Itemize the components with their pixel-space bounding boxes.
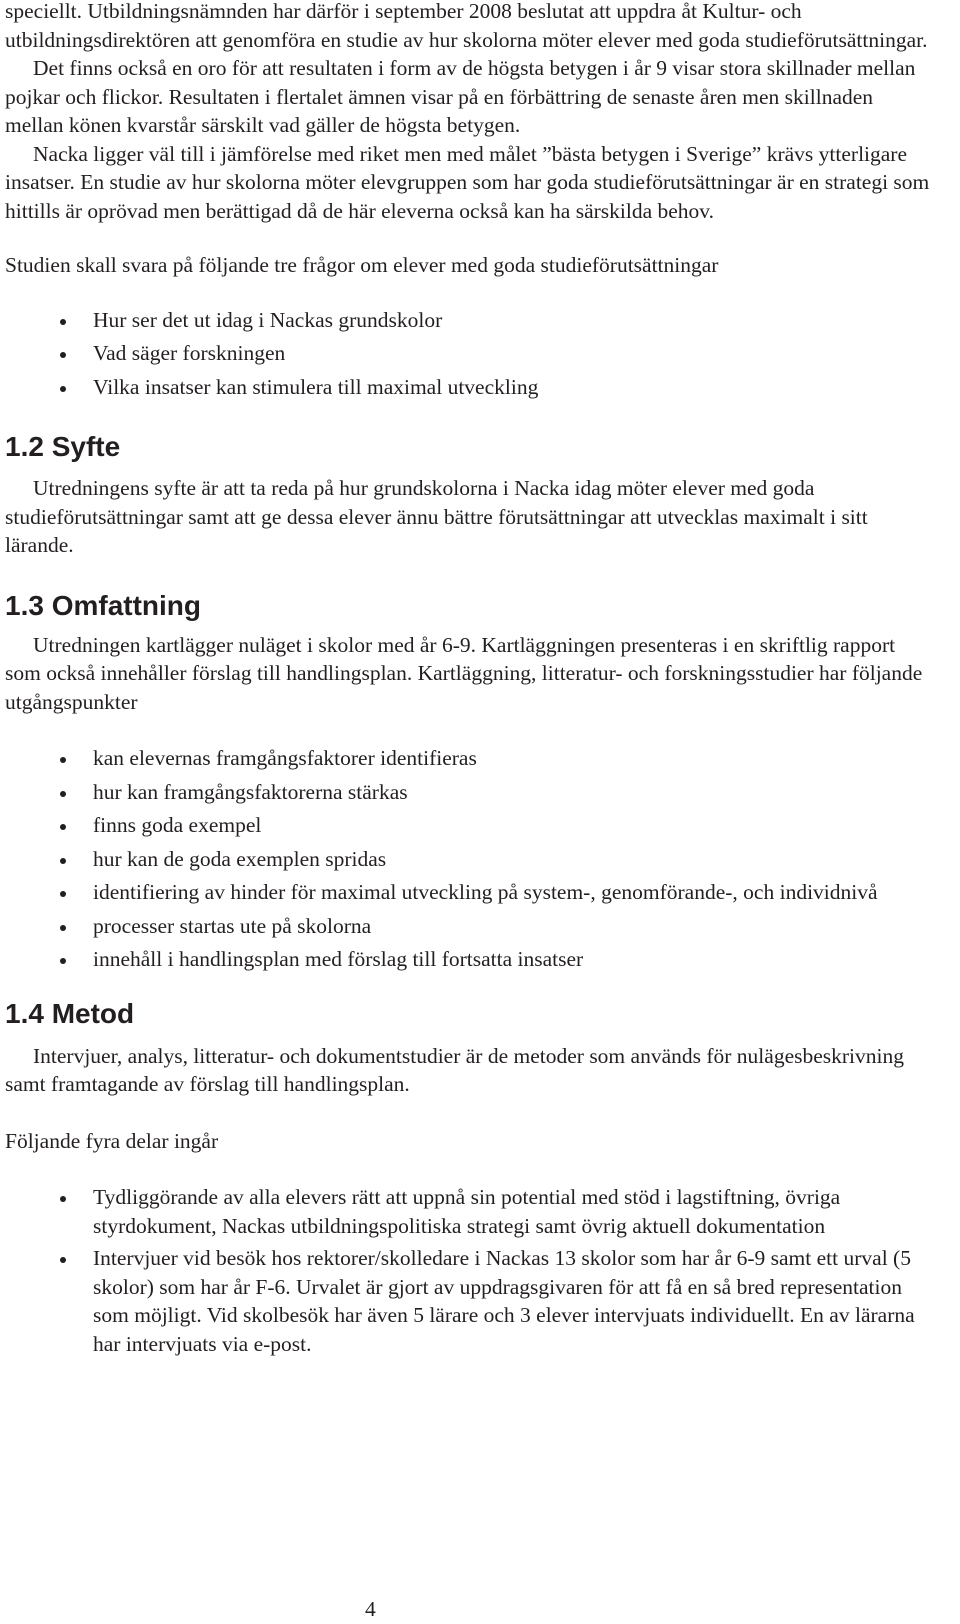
heading-metod: 1.4 Metod — [5, 997, 135, 1029]
heading-syfte: 1.2 Syfte — [5, 431, 121, 462]
list-item: innehåll i handlingsplan med förslag till fortsatta insatser — [5, 945, 935, 974]
list-item: Vilka insatser kan stimulera till maximal utveckling — [5, 373, 935, 402]
metod-paragraph: Intervjuer, analys, litteratur- och dokumentstudier är de metoder som används för nulägesbeskrivning samt framtagande av förslag till handlingsplan. — [5, 1043, 904, 1096]
page-number: 4 — [365, 1597, 376, 1621]
syfte-paragraph: Utredningens syfte är att ta reda på hur grundskolorna i Nacka idag möter elever med goda studieförutsättningar samt att ge dessa elever ännu bättre förutsättningar att utvecklas maximalt i sitt lärande. — [5, 476, 868, 557]
intro-paragraph-1: speciellt. Utbildningsnämnden har därför i september 2008 beslutat att uppdra åt Kultur- och utbildningsdirektören att genomföra en studie av hur skolorna möter elever med goda studieförutsättningar. — [5, 0, 928, 52]
list-item: identifiering av hinder för maximal utveckling på system-, genomförande-, och individnivå — [5, 878, 935, 907]
list-item: finns goda exempel — [5, 811, 935, 840]
list-item: hur kan framgångsfaktorerna stärkas — [5, 778, 935, 807]
omfattning-paragraph: Utredningen kartlägger nuläget i skolor med år 6-9. Kartläggningen presenteras i en skriftlig rapport som också innehåller förslag till handlingsplan. Kartläggning, litteratur- och forskningsstudier har följande utgångspunkter — [5, 632, 923, 714]
list-item: processer startas ute på skolorna — [5, 912, 935, 941]
heading-omfattning: 1.3 Omfattning — [5, 589, 202, 621]
list-item: hur kan de goda exemplen spridas — [5, 845, 935, 874]
intro-paragraph-3: Nacka ligger väl till i jämförelse med riket men med målet ”bästa betygen i Sverige” krävs ytterligare insatser. En studie av hur skolorna möter elevgruppen som har goda studieförutsättningar är en strategi som hittills är oprövad men berättigad då de här eleverna också kan ha särskilda behov. — [5, 141, 930, 223]
document-page — [5, 0, 935, 1362]
metod-parts-intro: Följande fyra delar ingår — [5, 1128, 219, 1153]
questions-intro: Studien skall svara på följande tre frågor om elever med goda studieförutsättningar — [5, 253, 719, 277]
list-item: kan elevernas framgångsfaktorer identifieras — [5, 744, 935, 773]
omfattning-list — [5, 744, 935, 974]
questions-list — [5, 306, 935, 402]
list-item: Tydliggörande av alla elevers rätt att uppnå sin potential med stöd i lagstiftning, övriga styrdokument, Nackas utbildningspolitiska strategi samt övrig aktuell dokumentation — [5, 1183, 935, 1240]
intro-paragraph-2: Det finns också en oro för att resultaten i form av de högsta betygen i år 9 visar stora skillnader mellan pojkar och flickor. Resultaten i flertalet ämnen visar på en förbättring de senaste åren men skillnaden mellan könen kvarstår särskilt vad gäller de högsta betygen. — [5, 56, 916, 137]
metod-list — [5, 1183, 935, 1358]
list-item: Hur ser det ut idag i Nackas grundskolor — [5, 306, 935, 335]
list-item: Vad säger forskningen — [5, 339, 935, 368]
list-item: Intervjuer vid besök hos rektorer/skolledare i Nackas 13 skolor som har år 6-9 samt ett urval (5 skolor) som har år F-6. Urvalet är gjort av uppdragsgivaren för att få en så bred representation som möjligt. Vid skolbesök har även 5 lärare och 3 elever intervjuats individuellt. En av lärarna har intervjuats via e-post. — [5, 1244, 935, 1358]
